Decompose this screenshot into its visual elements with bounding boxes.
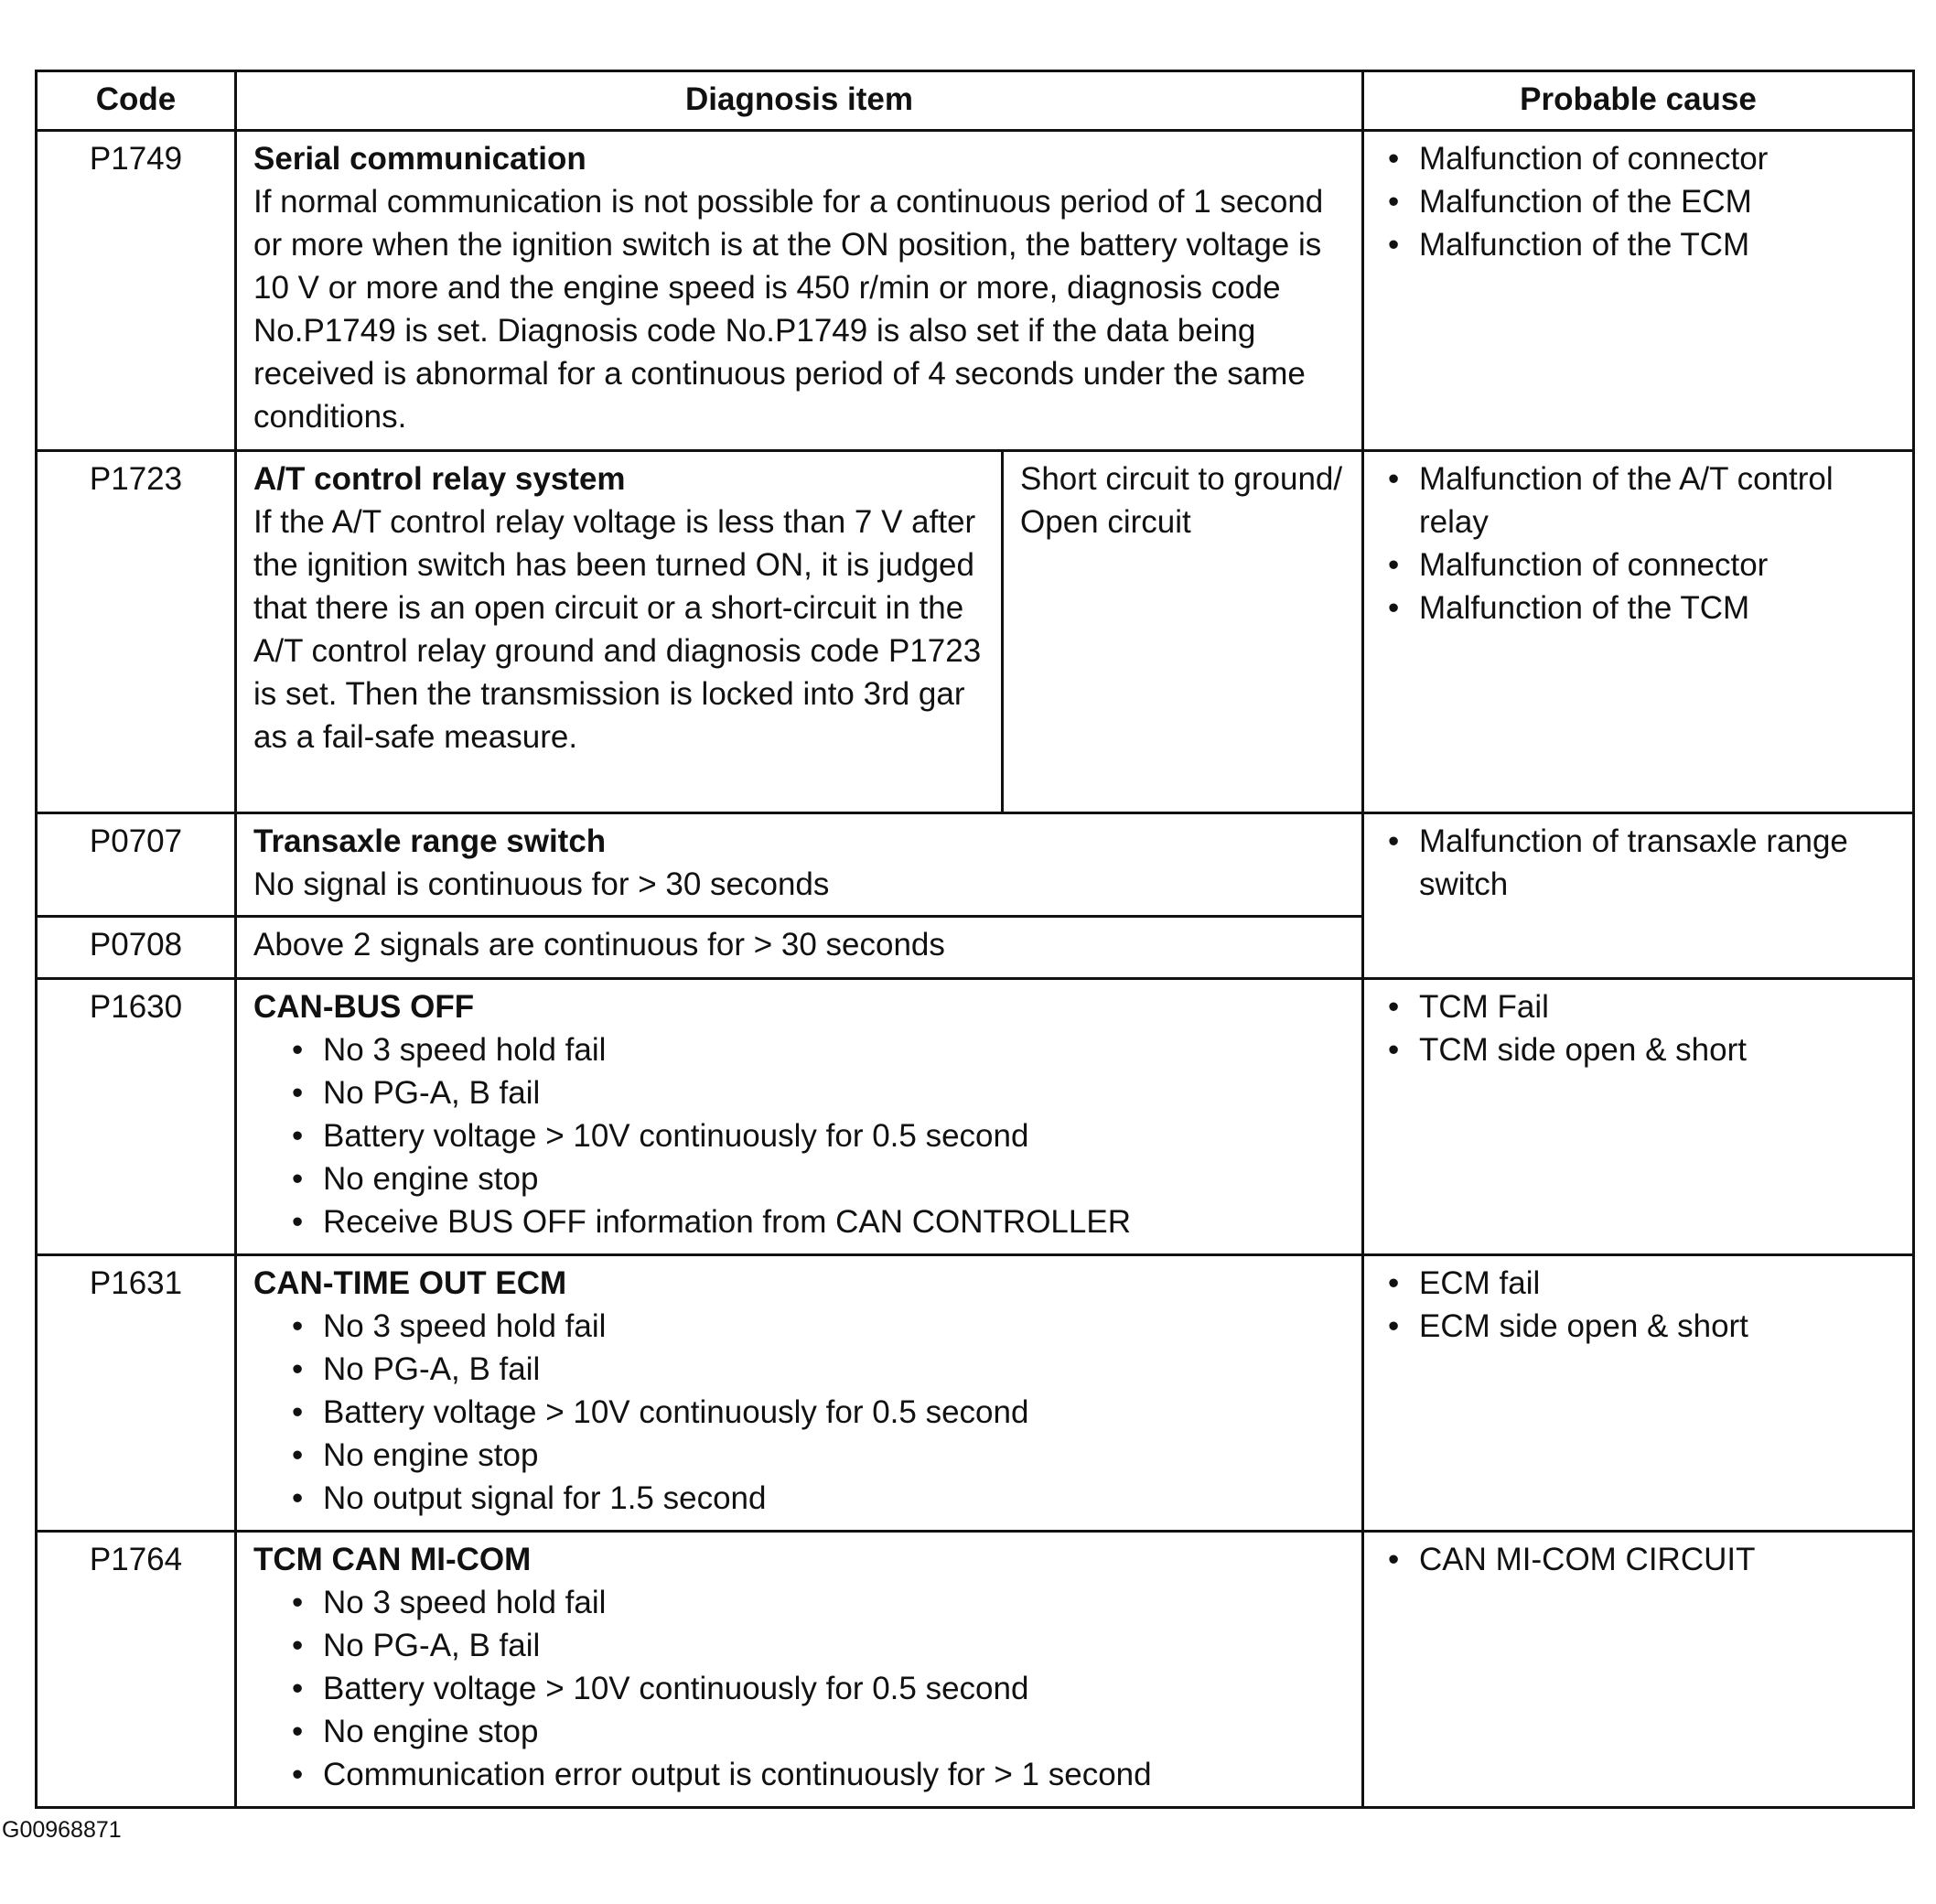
table-row	[37, 979, 1914, 1255]
cause-item: • Malfunction of the TCM	[1381, 223, 1896, 266]
cause-item: • ECM side open & short	[1381, 1305, 1896, 1348]
diagnosis-title: CAN-TIME OUT ECM	[253, 1265, 567, 1301]
condition-item: • No 3 speed hold fail	[290, 1581, 1345, 1624]
code-cell: P1749	[37, 131, 236, 451]
condition-item: • No PG-A, B fail	[290, 1624, 1345, 1667]
diagnosis-title: CAN-BUS OFF	[253, 989, 475, 1025]
code-cell: P0707	[37, 813, 236, 917]
cause-item: • Malfunction of connector	[1381, 543, 1896, 586]
diagnosis-description: If the A/T control relay voltage is less than 7 V after the ignition switch has been turned ON, it is judged that there is an open circuit or a short-circuit in the A/T control relay ground and diagnosis code P1723 is set. Then the transmission is locked into 3rd gar as a fail-safe measure.	[253, 504, 982, 755]
condition-item: • Battery voltage > 10V continuously for 0.5 second	[290, 1114, 1345, 1157]
diagnosis-code-table	[35, 70, 1915, 1809]
diagnosis-cell	[236, 1532, 1363, 1808]
cause-cell	[1363, 1255, 1914, 1532]
table-row	[37, 451, 1914, 813]
header-row	[37, 71, 1914, 131]
cause-cell	[1363, 451, 1914, 813]
diagnosis-cell	[236, 979, 1363, 1255]
cause-cell	[1363, 813, 1914, 979]
diagnosis-cell	[236, 451, 1003, 813]
table-row	[37, 1255, 1914, 1532]
diagnosis-cell	[236, 1255, 1363, 1532]
figure-id: G00968871	[2, 1817, 122, 1843]
diagnosis-title: Transaxle range switch	[253, 823, 607, 859]
condition-item: • No 3 speed hold fail	[290, 1305, 1345, 1348]
diagnosis-cell	[236, 813, 1363, 917]
cause-item: • TCM Fail	[1381, 985, 1896, 1028]
cause-item: • Malfunction of the A/T control relay	[1381, 457, 1896, 543]
condition-item: • Battery voltage > 10V continuously for 0.5 second	[290, 1391, 1345, 1434]
cause-item: • ECM fail	[1381, 1262, 1896, 1305]
condition-item: • Receive BUS OFF information from CAN CONTROLLER	[290, 1200, 1345, 1243]
condition-item: • No engine stop	[290, 1157, 1345, 1200]
cause-item: • Malfunction of the ECM	[1381, 180, 1896, 223]
diagnosis-description: Above 2 signals are continuous for > 30 seconds	[253, 927, 945, 963]
diagnosis-description: If normal communication is not possible for a continuous period of 1 second or more when the ignition switch is at the ON position, the battery voltage is 10 V or more and the engine speed is 450 r/min or more, diagnosis code No.P1749 is set. Diagnosis code No.P1749 is also set if the data being received is abnormal for a continuous period of 4 seconds under the same conditions.	[253, 184, 1324, 435]
condition-cell: Short circuit to ground/ Open circuit	[1003, 451, 1363, 813]
condition-item: • No 3 speed hold fail	[290, 1028, 1345, 1071]
header-code: Code	[37, 71, 236, 131]
table-row	[37, 131, 1914, 451]
condition-item: • Battery voltage > 10V continuously for 0.5 second	[290, 1667, 1345, 1710]
cause-cell	[1363, 1532, 1914, 1808]
diagnosis-description: No signal is continuous for > 30 seconds	[253, 866, 830, 902]
code-cell: P1723	[37, 451, 236, 813]
diagnosis-cell	[236, 917, 1363, 979]
diagnosis-title: A/T control relay system	[253, 461, 626, 497]
condition-item: • No output signal for 1.5 second	[290, 1477, 1345, 1520]
cause-item: • Malfunction of connector	[1381, 137, 1896, 180]
cause-cell	[1363, 131, 1914, 451]
code-cell: P1630	[37, 979, 236, 1255]
code-cell: P0708	[37, 917, 236, 979]
cause-item: • Malfunction of transaxle range switch	[1381, 820, 1896, 906]
cause-cell	[1363, 979, 1914, 1255]
cause-item: • CAN MI-COM CIRCUIT	[1381, 1538, 1896, 1581]
condition-item: • No PG-A, B fail	[290, 1348, 1345, 1391]
diagnosis-cell	[236, 131, 1363, 451]
condition-item: • No PG-A, B fail	[290, 1071, 1345, 1114]
table-row	[37, 813, 1914, 917]
table-row	[37, 1532, 1914, 1808]
condition-item: • Communication error output is continuously for > 1 second	[290, 1753, 1345, 1796]
code-cell: P1764	[37, 1532, 236, 1808]
condition-item: • No engine stop	[290, 1434, 1345, 1477]
cause-item: • Malfunction of the TCM	[1381, 586, 1896, 629]
cause-item: • TCM side open & short	[1381, 1028, 1896, 1071]
header-probable-cause: Probable cause	[1363, 71, 1914, 131]
header-diagnosis-item: Diagnosis item	[236, 71, 1363, 131]
diagnosis-title: TCM CAN MI-COM	[253, 1542, 532, 1577]
code-cell: P1631	[37, 1255, 236, 1532]
condition-item: • No engine stop	[290, 1710, 1345, 1753]
diagnosis-title: Serial communication	[253, 141, 586, 177]
